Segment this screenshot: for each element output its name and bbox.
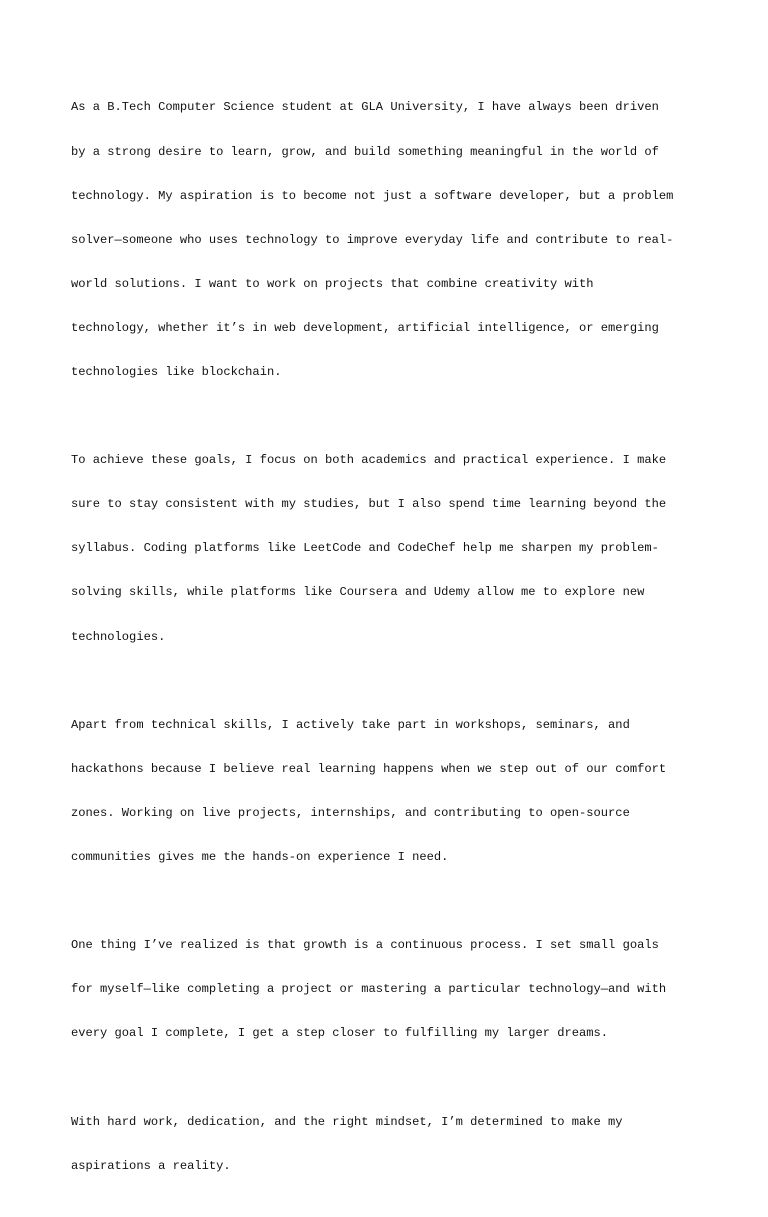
text-line: every goal I complete, I get a step closer to fulfilling my larger dreams. bbox=[71, 1026, 609, 1041]
text-line: Apart from technical skills, I actively take part in workshops, seminars, and bbox=[71, 717, 630, 732]
text-line: solving skills, while platforms like Coursera and Udemy allow me to explore new bbox=[71, 585, 645, 600]
text-line: world solutions. I want to work on projects that combine creativity with bbox=[71, 276, 594, 291]
text-line: sure to stay consistent with my studies, but I also spend time learning beyond the bbox=[71, 497, 667, 512]
paragraph-5 bbox=[71, 1085, 711, 1203]
paragraph-4 bbox=[71, 909, 711, 1071]
text-line: technologies. bbox=[71, 629, 166, 644]
text-line: aspirations a reality. bbox=[71, 1158, 231, 1173]
text-line: communities gives me the hands-on experience I need. bbox=[71, 850, 449, 864]
document-body bbox=[71, 71, 711, 1217]
text-line: for myself—like completing a project or mastering a particular technology—and with bbox=[71, 982, 667, 997]
text-line: solver—someone who uses technology to improve everyday life and contribute to real- bbox=[71, 232, 674, 247]
paragraph-1 bbox=[71, 71, 711, 409]
text-line: by a strong desire to learn, grow, and build something meaningful in the world of bbox=[71, 144, 659, 159]
text-line: hackathons because I believe real learning happens when we step out of our comfort bbox=[71, 761, 667, 776]
text-line: To achieve these goals, I focus on both academics and practical experience. I make bbox=[71, 453, 667, 468]
text-line: With hard work, dedication, and the right mindset, I’m determined to make my bbox=[71, 1114, 623, 1129]
paragraph-3 bbox=[71, 688, 711, 894]
text-line: technology. My aspiration is to become not just a software developer, but a problem bbox=[71, 188, 674, 203]
paragraph-2 bbox=[71, 424, 711, 674]
text-line: One thing I’ve realized is that growth is a continuous process. I set small goals bbox=[71, 938, 659, 953]
text-line: As a B.Tech Computer Science student at GLA University, I have always been driven bbox=[71, 100, 659, 115]
text-line: syllabus. Coding platforms like LeetCode and CodeChef help me sharpen my problem- bbox=[71, 541, 659, 556]
text-line: zones. Working on live projects, internships, and contributing to open-source bbox=[71, 805, 630, 820]
text-line: technology, whether it’s in web development, artificial intelligence, or emerging bbox=[71, 320, 659, 335]
text-line: technologies like blockchain. bbox=[71, 364, 282, 379]
